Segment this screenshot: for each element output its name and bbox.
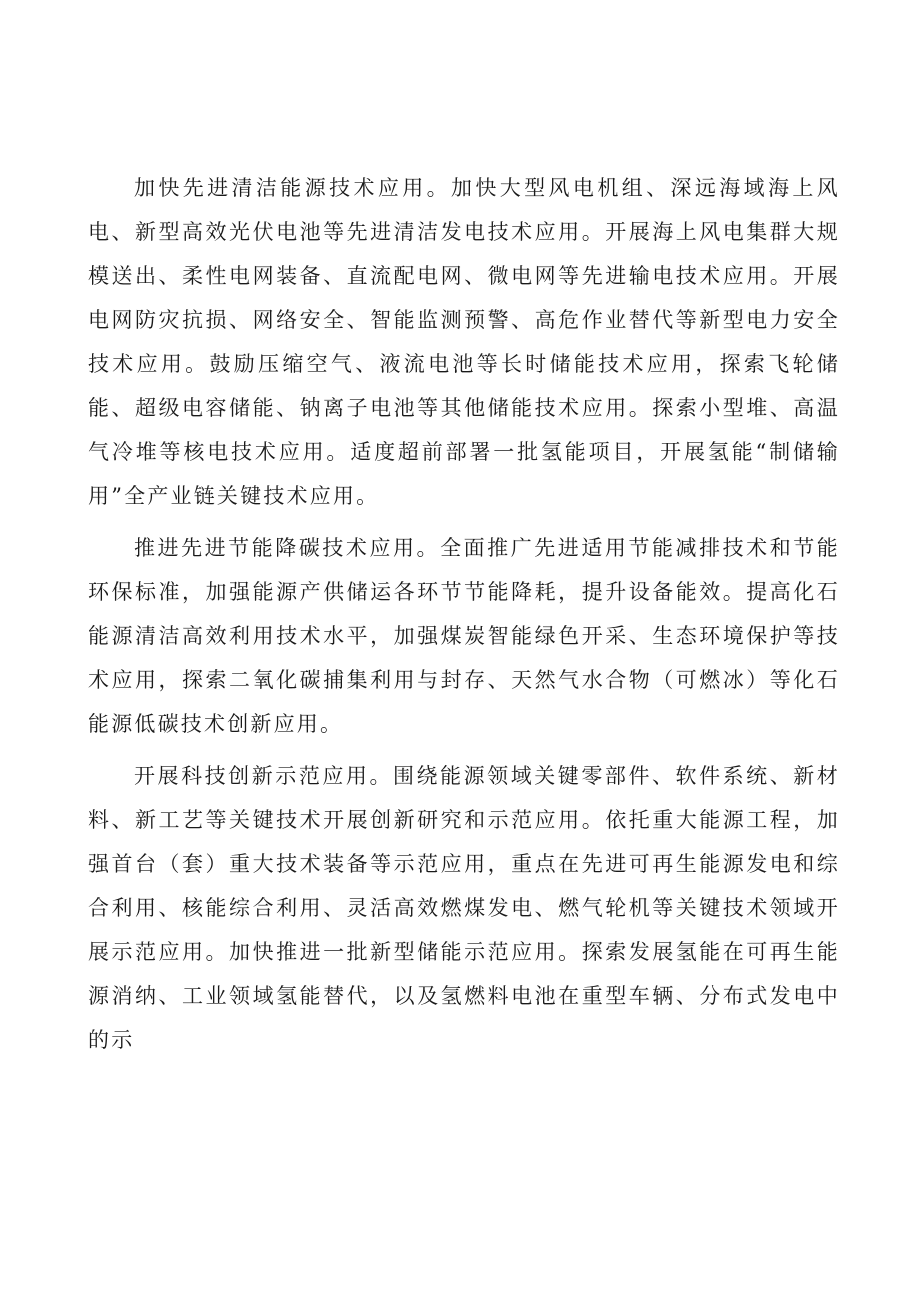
document-body — [88, 166, 840, 1062]
paragraph-innovation-demo: 开展科技创新示范应用。围绕能源领域关键零部件、软件系统、新材料、新工艺等关键技术开展创新研究和示范应用。依托重大能源工程，加强首台（套）重大技术装备等示范应用，重点在先进可再生能源发电和综合利用、核能综合利用、灵活高效燃煤发电、燃气轮机等关键技术领域开展示范应用。加快推进一批新型储能示范应用。探索发展氢能在可再生能源消纳、工业领域氢能替代，以及氢燃料电池在重型车辆、分布式发电中的示 — [88, 764, 840, 1052]
paragraph-clean-energy-tech: 加快先进清洁能源技术应用。加快大型风电机组、深远海域海上风电、新型高效光伏电池等先进清洁发电技术应用。开展海上风电集群大规模送出、柔性电网装备、直流配电网、微电网等先进输电技术应用。开展电网防灾抗损、网络安全、智能监测预警、高危作业替代等新型电力安全技术应用。鼓励压缩空气、液流电池等长时储能技术应用，探索飞轮储能、超级电容储能、钠离子电池等其他储能技术应用。探索小型堆、高温气冷堆等核电技术应用。适度超前部署一批氢能项目，开展氢能“制储输用”全产业链关键技术应用。 — [88, 176, 840, 508]
paragraph-energy-saving-tech: 推进先进节能降碳技术应用。全面推广先进适用节能减排技术和节能环保标准，加强能源产供储运各环节节能降耗，提升设备能效。提高化石能源清洁高效利用技术水平，加强煤炭智能绿色开采、生态环境保护等技术应用，探索二氧化碳捕集利用与封存、天然气水合物（可燃冰）等化石能源低碳技术创新应用。 — [88, 536, 840, 736]
